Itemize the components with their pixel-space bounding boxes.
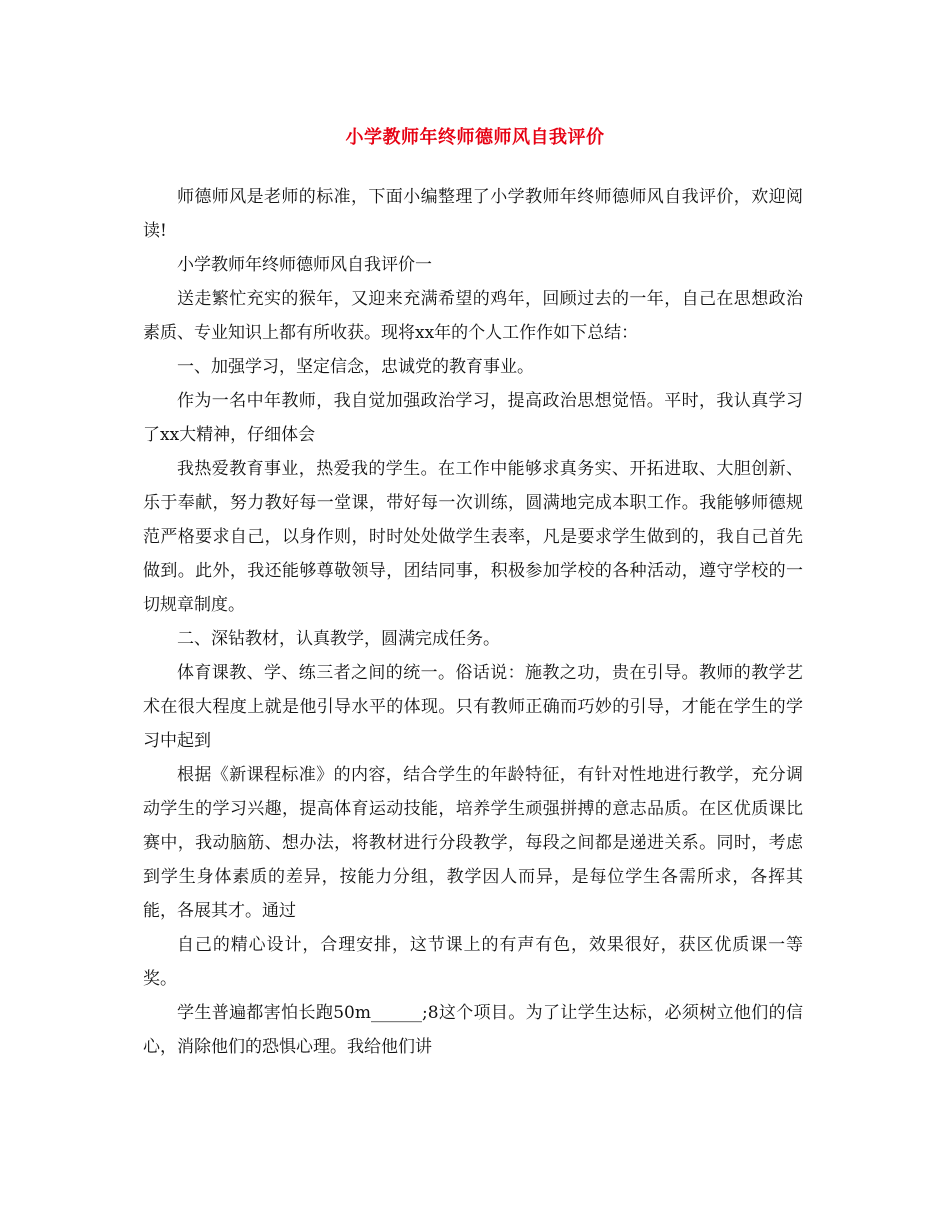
paragraph-teaching-art: 体育课教、学、练三者之间的统一。俗话说：施教之功，贵在引导。教师的教学艺术在很大程度上就是他引导水平的体现。只有教师正确而巧妙的引导，才能在学生的学习中起到 <box>143 663 803 751</box>
document-title: 小学教师年终师德师风自我评价 <box>345 127 605 148</box>
paragraph-intro: 师德师风是老师的标准，下面小编整理了小学教师年终师德师风自我评价，欢迎阅读! <box>143 187 803 241</box>
paragraph-long-run: 学生普遍都害怕长跑50m______;8这个项目。为了让学生达标，必须树立他们的信心，消除他们的恐惧心理。我给他们讲 <box>143 1003 803 1057</box>
paragraph-heading-one: 一、加强学习，坚定信念，忠诚党的教育事业。 <box>177 357 534 377</box>
document-body <box>143 180 803 1064</box>
paragraph-curriculum: 根据《新课程标准》的内容，结合学生的年龄特征，有针对性地进行教学，充分调动学生的学习兴趣，提高体育运动技能，培养学生顽强拼搏的意志品质。在区优质课比赛中，我动脑筋、想办法，将教材进行分段教学，每段之间都是递进关系。同时，考虑到学生身体素质的差异，按能力分组，教学因人而异，是每位学生各需所求，各挥其能，各展其才。通过 <box>143 765 803 921</box>
paragraph-award: 自己的精心设计，合理安排，这节课上的有声有色，效果很好，获区优质课一等奖。 <box>143 935 803 989</box>
paragraph-section-heading: 小学教师年终师德师风自我评价一 <box>177 255 432 275</box>
paragraph-review: 送走繁忙充实的猴年，又迎来充满希望的鸡年，回顾过去的一年，自己在思想政治素质、专业知识上都有所收获。现将xx年的个人工作作如下总结： <box>143 289 803 343</box>
paragraph-love-education: 我热爱教育事业，热爱我的学生。在工作中能够求真务实、开拓进取、大胆创新、乐于奉献，努力教好每一堂课，带好每一次训练，圆满地完成本职工作。我能够师德规范严格要求自己，以身作则，时时处处做学生表率，凡是要求学生做到的，我自己首先做到。此外，我还能够尊敬领导，团结同事，积极参加学校的各种活动，遵守学校的一切规章制度。 <box>143 459 803 615</box>
paragraph-political-study: 作为一名中年教师，我自觉加强政治学习，提高政治思想觉悟。平时，我认真学习了xx大精神，仔细体会 <box>143 391 803 445</box>
paragraph-heading-two: 二、深钻教材，认真教学，圆满完成任务。 <box>177 629 500 649</box>
